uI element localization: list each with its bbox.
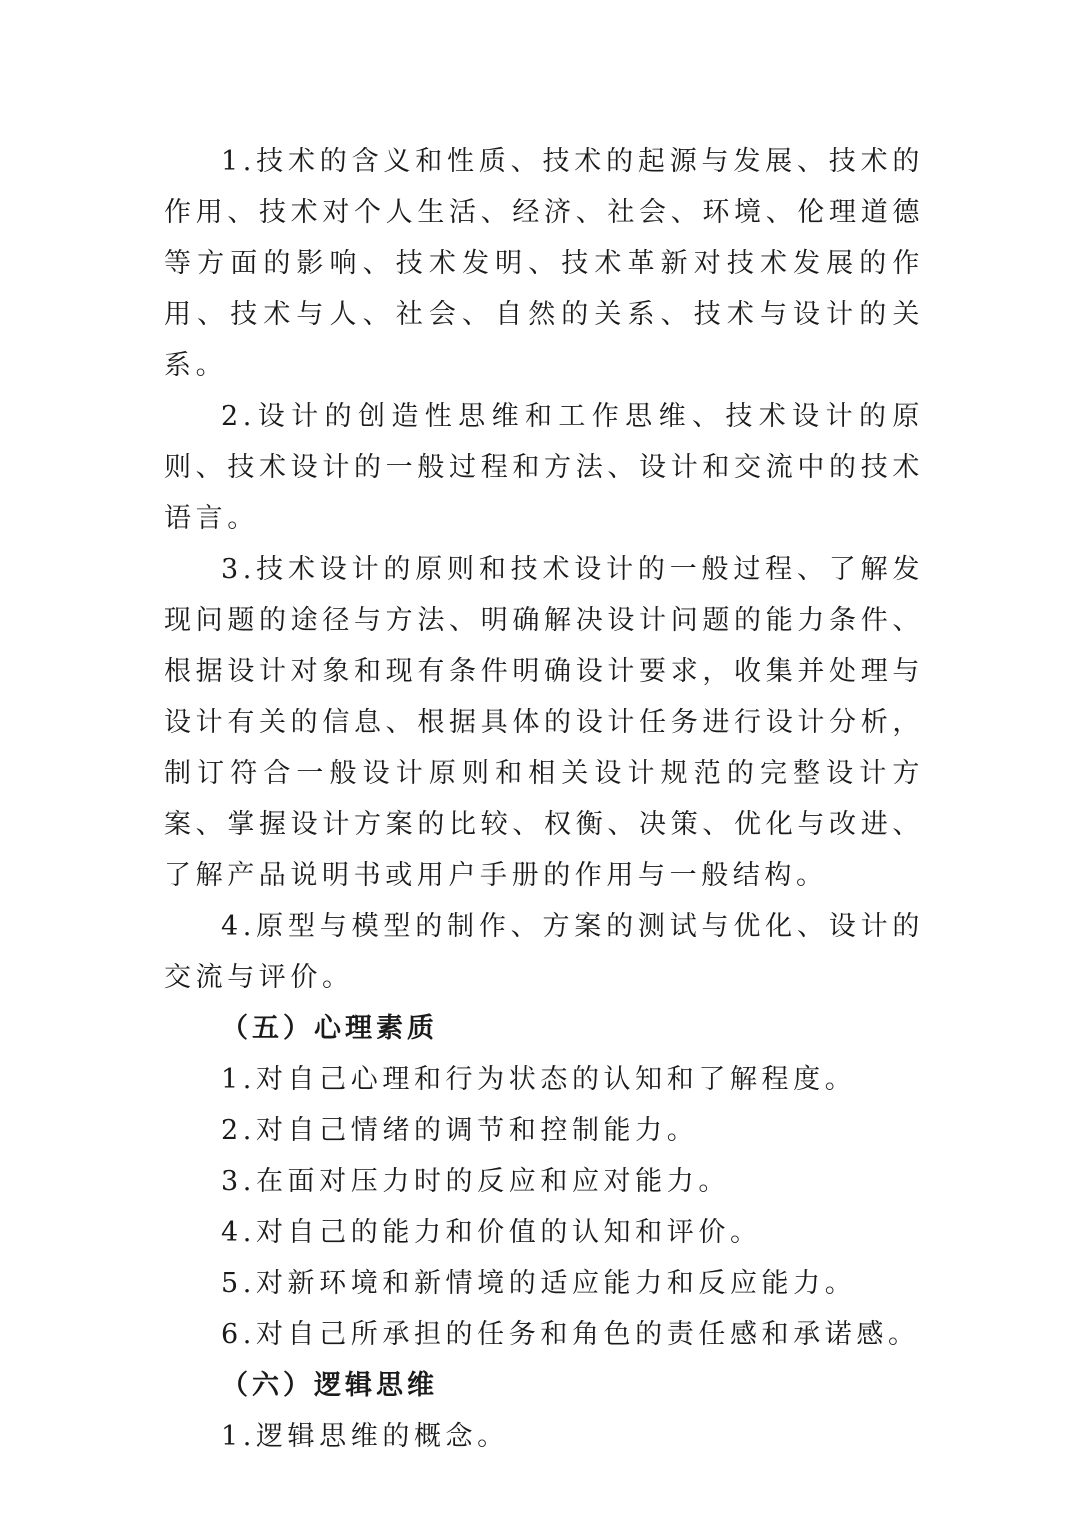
paragraph-psych-3: 3.在面对压力时的反应和应对能力。 (221, 1166, 730, 1197)
section-heading-logic: （六）逻辑思维 (221, 1370, 438, 1401)
section-heading-psychology: （五）心理素质 (221, 1013, 438, 1044)
paragraph-psych-1: 1.对自己心理和行为状态的认知和了解程度。 (221, 1064, 857, 1095)
paragraph-logic-1: 1.逻辑思维的概念。 (221, 1421, 509, 1452)
paragraph-psych-5: 5.对新环境和新情境的适应能力和反应能力。 (221, 1268, 857, 1299)
paragraph-tech-4: 4.原型与模型的制作、方案的测试与优化、设计的交流与评价。 (164, 911, 924, 993)
paragraph-psych-2: 2.对自己情绪的调节和控制能力。 (221, 1115, 699, 1146)
paragraph-tech-3: 3.技术设计的原则和技术设计的一般过程、了解发现问题的途径与方法、明确解决设计问题的能力条件、根据设计对象和现有条件明确设计要求，收集并处理与设计有关的信息、根据具体的设计任务进行设计分析，制订符合一般设计原则和相关设计规范的完整设计方案、掌握设计方案的比较、权衡、决策、优化与改进、了解产品说明书或用户手册的作用与一般结构。 (164, 554, 924, 891)
paragraph-tech-2: 2.设计的创造性思维和工作思维、技术设计的原则、技术设计的一般过程和方法、设计和交流中的技术语言。 (164, 401, 924, 534)
paragraph-psych-6: 6.对自己所承担的任务和角色的责任感和承诺感。 (221, 1319, 920, 1350)
paragraph-tech-1: 1.技术的含义和性质、技术的起源与发展、技术的作用、技术对个人生活、经济、社会、环境、伦理道德等方面的影响、技术发明、技术革新对技术发展的作用、技术与人、社会、自然的关系、技术与设计的关系。 (164, 146, 924, 381)
document-body (164, 136, 924, 1462)
paragraph-psych-4: 4.对自己的能力和价值的认知和评价。 (221, 1217, 762, 1248)
